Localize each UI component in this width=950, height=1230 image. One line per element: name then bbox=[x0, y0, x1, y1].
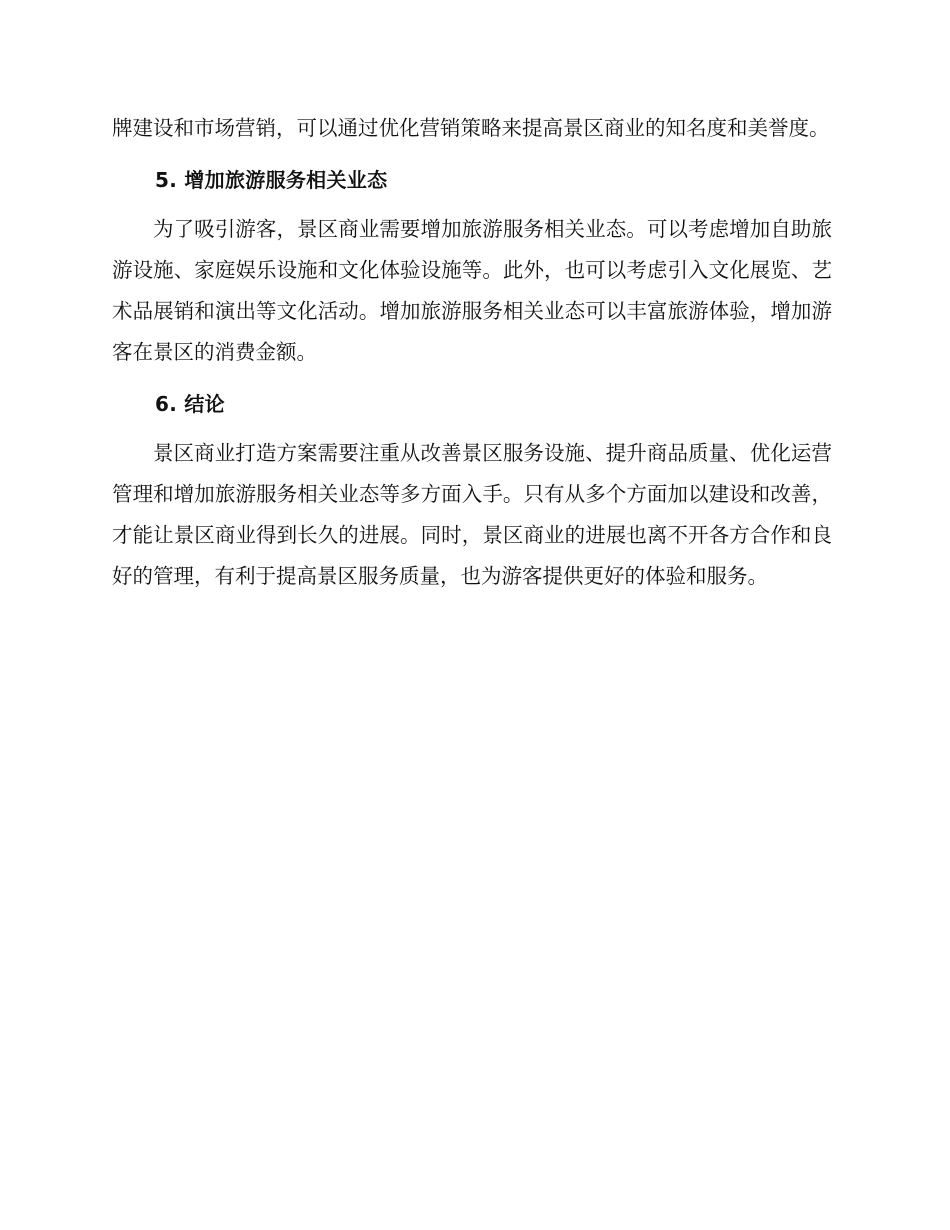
section-6-heading: 6. 结论 bbox=[155, 392, 225, 416]
section-5-paragraph: 为了吸引游客，景区商业需要增加旅游服务相关业态。可以考虑增加自助旅游设施、家庭娱乐设施和文化体验设施等。此外，也可以考虑引入文化展览、艺术品展销和演出等文化活动。增加旅游服务相关业态可以丰富旅游体验，增加游客在景区的消费金额。 bbox=[112, 217, 832, 364]
section-5-heading: 5. 增加旅游服务相关业态 bbox=[155, 168, 388, 192]
intro-continuation-paragraph: 牌建设和市场营销，可以通过优化营销策略来提高景区商业的知名度和美誉度。 bbox=[112, 116, 830, 140]
section-6-paragraph: 景区商业打造方案需要注重从改善景区服务设施、提升商品质量、优化运营管理和增加旅游服务相关业态等多方面入手。只有从多个方面加以建设和改善，才能让景区商业得到长久的进展。同时，景区商业的进展也离不开各方合作和良好的管理，有利于提高景区服务质量，也为游客提供更好的体验和服务。 bbox=[112, 441, 832, 588]
document-page bbox=[112, 108, 832, 597]
